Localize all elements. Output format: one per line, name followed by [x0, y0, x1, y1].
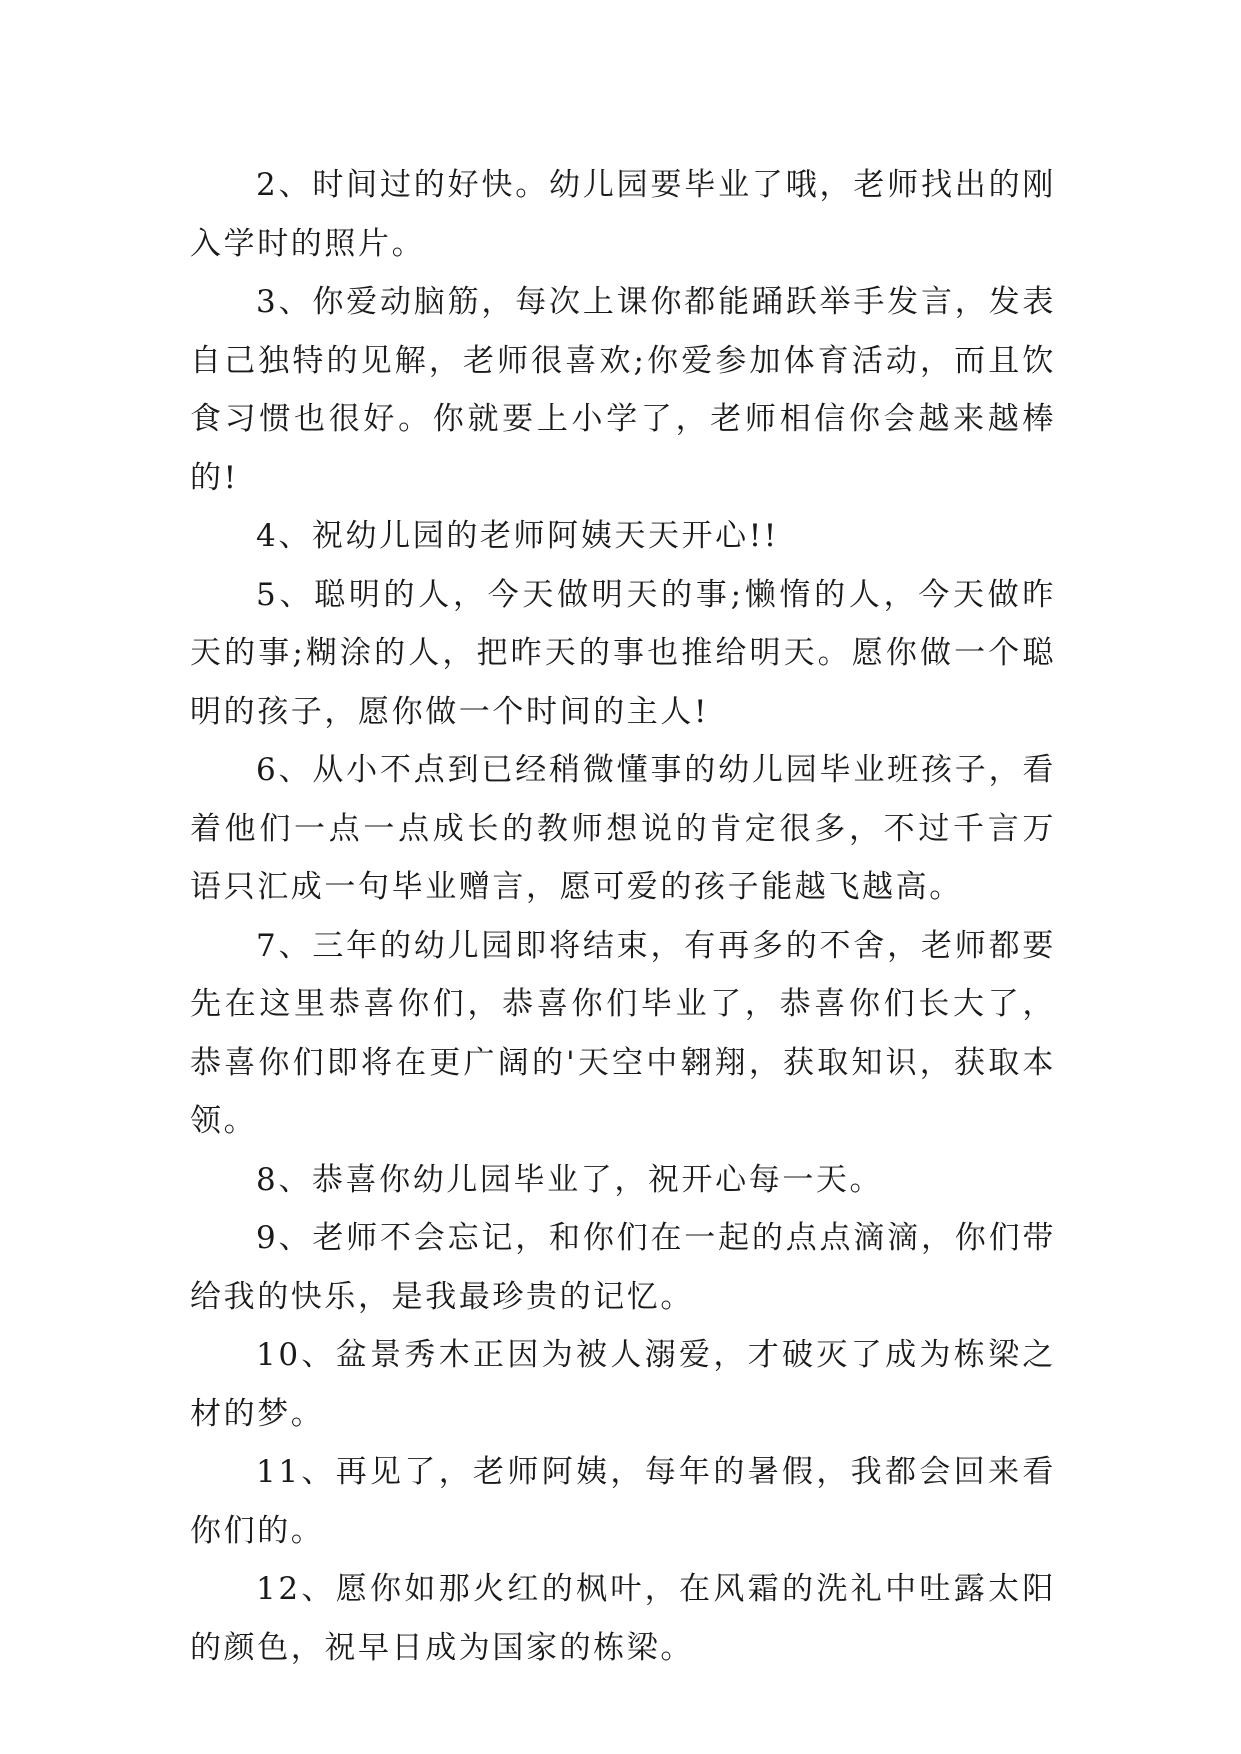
paragraph-7: 7、三年的幼儿园即将结束，有再多的不舍，老师都要先在这里恭喜你们，恭喜你们毕业了，恭喜你们长大了，恭喜你们即将在更广阔的'天空中翱翔，获取知识，获取本领。 — [190, 927, 1056, 1139]
paragraph-6: 6、从小不点到已经稍微懂事的幼儿园毕业班孩子，看着他们一点一点成长的教师想说的肯定很多，不过千言万语只汇成一句毕业赠言，愿可爱的孩子能越飞越高。 — [190, 752, 1056, 905]
document-body — [190, 156, 1056, 1677]
paragraph-5: 5、聪明的人，今天做明天的事;懒惰的人，今天做昨天的事;糊涂的人，把昨天的事也推给明天。愿你做一个聪明的孩子，愿你做一个时间的主人! — [190, 576, 1056, 730]
paragraph-8: 8、恭喜你幼儿园毕业了，祝开心每一天。 — [256, 1161, 884, 1198]
paragraph-2: 2、时间过的好快。幼儿园要毕业了哦，老师找出的刚入学时的照片。 — [190, 167, 1056, 262]
paragraph-10: 10、盆景秀木正因为被人溺爱，才破灭了成为栋梁之材的梦。 — [190, 1337, 1056, 1432]
paragraph-12: 12、愿你如那火红的枫叶，在风霜的洗礼中吐露太阳的颜色，祝早日成为国家的栋梁。 — [190, 1571, 1056, 1666]
paragraph-4: 4、祝幼儿园的老师阿姨天天开心!! — [256, 518, 779, 554]
paragraph-3: 3、你爱动脑筋，每次上课你都能踊跃举手发言，发表自己独特的见解，老师很喜欢;你爱参加体育活动，而且饮食习惯也很好。你就要上小学了，老师相信你会越来越棒的! — [190, 284, 1056, 496]
paragraph-9: 9、老师不会忘记，和你们在一起的点点滴滴，你们带给我的快乐，是我最珍贵的记忆。 — [190, 1220, 1056, 1315]
paragraph-11: 11、再见了，老师阿姨，每年的暑假，我都会回来看你们的。 — [190, 1454, 1056, 1549]
